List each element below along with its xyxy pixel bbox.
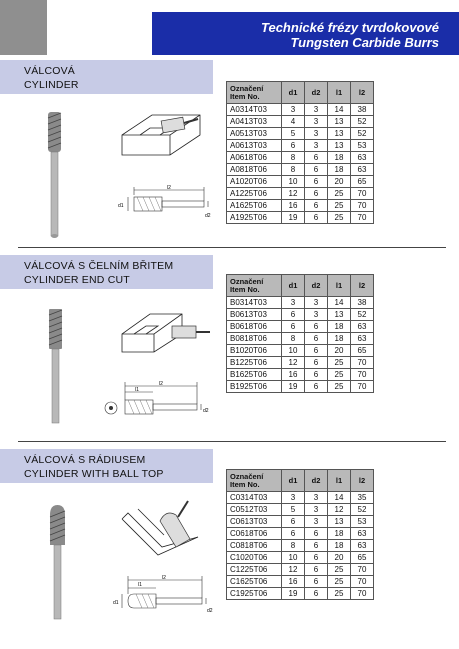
dimension-cell: 6 — [282, 516, 305, 528]
section-title-cz: VÁLCOVÁ — [24, 65, 76, 77]
dimension-cell: 70 — [351, 357, 374, 369]
cylinder-ball-top-dimension-drawing — [112, 570, 212, 620]
item-number-cell: A0818T06 — [227, 164, 282, 176]
dimension-cell: 14 — [328, 297, 351, 309]
item-number-cell: A0513T03 — [227, 128, 282, 140]
dimension-cell: 6 — [305, 164, 328, 176]
cylinder-ball-top-burr-image — [45, 505, 69, 623]
dimension-cell: 19 — [282, 588, 305, 600]
section-title-en: CYLINDER — [24, 79, 79, 91]
table-row — [227, 152, 374, 164]
dimension-cell: 25 — [328, 564, 351, 576]
section-title-cz: VÁLCOVÁ S RÁDIUSEM — [24, 454, 146, 466]
spec-table-cylinder-end-cut — [226, 274, 374, 393]
item-number-cell: C1625T06 — [227, 576, 282, 588]
table-row — [227, 504, 374, 516]
dimension-cell: 3 — [305, 116, 328, 128]
dimension-cell: 20 — [328, 552, 351, 564]
item-number-cell: A0314T03 — [227, 104, 282, 116]
dimension-cell: 6 — [305, 552, 328, 564]
dimension-cell: 18 — [328, 152, 351, 164]
dimension-cell: 25 — [328, 381, 351, 393]
dimension-cell: 6 — [305, 576, 328, 588]
dimension-cell: 6 — [305, 176, 328, 188]
table-row — [227, 104, 374, 116]
dimension-cell: 63 — [351, 164, 374, 176]
dimension-cell: 3 — [305, 104, 328, 116]
col-header-d2: d2 — [305, 275, 328, 297]
dimension-cell: 70 — [351, 381, 374, 393]
item-number-cell: B1625T06 — [227, 369, 282, 381]
section-title-en: CYLINDER WITH BALL TOP — [24, 468, 164, 480]
dimension-cell: 18 — [328, 321, 351, 333]
dimension-cell: 6 — [305, 321, 328, 333]
cylinder-ball-top-workpiece-diagram — [118, 499, 208, 559]
table-row — [227, 381, 374, 393]
table-row — [227, 369, 374, 381]
col-header-l2: l2 — [351, 470, 374, 492]
dim-label-d2: d2 — [207, 608, 213, 614]
table-row — [227, 188, 374, 200]
dimension-cell: 63 — [351, 321, 374, 333]
item-number-cell: B0818T06 — [227, 333, 282, 345]
dimension-cell: 63 — [351, 540, 374, 552]
dim-label-d2: d2 — [203, 408, 209, 414]
col-header-d1: d1 — [282, 470, 305, 492]
item-number-cell: C0618T06 — [227, 528, 282, 540]
dim-label-l1: l1 — [138, 582, 142, 588]
table-row — [227, 309, 374, 321]
header-title-cz: Technické frézy tvrdokovové — [261, 20, 439, 35]
cylinder-burr-image — [42, 112, 66, 242]
dimension-cell: 13 — [328, 140, 351, 152]
dimension-cell: 6 — [282, 321, 305, 333]
table-row — [227, 128, 374, 140]
dimension-cell: 25 — [328, 212, 351, 224]
table-row — [227, 345, 374, 357]
item-number-cell: A1020T06 — [227, 176, 282, 188]
dimension-cell: 65 — [351, 345, 374, 357]
dimension-cell: 6 — [305, 381, 328, 393]
dimension-cell: 20 — [328, 176, 351, 188]
dimension-cell: 70 — [351, 212, 374, 224]
dimension-cell: 19 — [282, 381, 305, 393]
item-number-cell: A1625T06 — [227, 200, 282, 212]
table-row — [227, 200, 374, 212]
table-row — [227, 140, 374, 152]
table-row — [227, 588, 374, 600]
col-header-d1: d1 — [282, 82, 305, 104]
col-header-l2: l2 — [351, 82, 374, 104]
dimension-cell: 52 — [351, 128, 374, 140]
dimension-cell: 16 — [282, 200, 305, 212]
col-header-item: Označení Item No. — [227, 470, 282, 492]
dimension-cell: 14 — [328, 492, 351, 504]
dimension-cell: 13 — [328, 516, 351, 528]
section-divider — [18, 441, 446, 442]
dimension-cell: 25 — [328, 588, 351, 600]
dimension-cell: 6 — [282, 140, 305, 152]
dimension-cell: 63 — [351, 528, 374, 540]
dimension-cell: 3 — [305, 297, 328, 309]
col-header-d2: d2 — [305, 82, 328, 104]
dimension-cell: 63 — [351, 152, 374, 164]
dimension-cell: 8 — [282, 152, 305, 164]
dimension-cell: 12 — [328, 504, 351, 516]
dimension-cell: 25 — [328, 200, 351, 212]
table-row — [227, 333, 374, 345]
dimension-cell: 10 — [282, 345, 305, 357]
cylinder-workpiece-diagram — [112, 105, 204, 160]
dimension-cell: 6 — [305, 345, 328, 357]
section-title-cylinder — [0, 60, 213, 94]
dimension-cell: 6 — [305, 200, 328, 212]
dim-label-d1: d1 — [113, 600, 119, 606]
dimension-cell: 18 — [328, 528, 351, 540]
item-number-cell: B1020T06 — [227, 345, 282, 357]
dim-label-l2: l2 — [167, 185, 171, 191]
spec-table-cylinder — [226, 81, 374, 224]
dimension-cell: 3 — [282, 104, 305, 116]
item-number-cell: C0818T06 — [227, 540, 282, 552]
dim-label-l2: l2 — [162, 575, 166, 581]
item-number-cell: B0618T06 — [227, 321, 282, 333]
dim-label-d1: d1 — [118, 203, 124, 209]
dimension-cell: 12 — [282, 188, 305, 200]
cylinder-dimension-drawing — [112, 183, 212, 228]
table-row — [227, 576, 374, 588]
dimension-cell: 3 — [305, 492, 328, 504]
dimension-cell: 16 — [282, 369, 305, 381]
dimension-cell: 6 — [305, 357, 328, 369]
dimension-cell: 65 — [351, 552, 374, 564]
item-number-cell: C1225T06 — [227, 564, 282, 576]
dimension-cell: 8 — [282, 540, 305, 552]
col-header-item: Označení Item No. — [227, 275, 282, 297]
dimension-cell: 53 — [351, 140, 374, 152]
section-title-cylinder-end-cut — [0, 255, 213, 289]
dimension-cell: 6 — [305, 540, 328, 552]
table-row — [227, 540, 374, 552]
dimension-cell: 35 — [351, 492, 374, 504]
dimension-cell: 13 — [328, 309, 351, 321]
dimension-cell: 6 — [282, 528, 305, 540]
dimension-cell: 52 — [351, 504, 374, 516]
dimension-cell: 13 — [328, 128, 351, 140]
section-divider — [18, 247, 446, 248]
dimension-cell: 12 — [282, 564, 305, 576]
dimension-cell: 3 — [282, 492, 305, 504]
dimension-cell: 5 — [282, 128, 305, 140]
item-number-cell: A0413T03 — [227, 116, 282, 128]
col-header-d2: d2 — [305, 470, 328, 492]
section-title-en: CYLINDER END CUT — [24, 274, 130, 286]
item-number-cell: B0613T03 — [227, 309, 282, 321]
dimension-cell: 8 — [282, 333, 305, 345]
dimension-cell: 4 — [282, 116, 305, 128]
dimension-cell: 6 — [305, 588, 328, 600]
dimension-cell: 18 — [328, 540, 351, 552]
dimension-cell: 5 — [282, 504, 305, 516]
table-row — [227, 564, 374, 576]
item-number-cell: A0613T03 — [227, 140, 282, 152]
item-number-cell: C1925T06 — [227, 588, 282, 600]
dimension-cell: 10 — [282, 176, 305, 188]
dimension-cell: 6 — [305, 369, 328, 381]
dim-label-l1: l1 — [135, 387, 139, 393]
dimension-cell: 20 — [328, 345, 351, 357]
table-row — [227, 321, 374, 333]
dimension-cell: 18 — [328, 333, 351, 345]
item-number-cell: C1020T06 — [227, 552, 282, 564]
dimension-cell: 13 — [328, 116, 351, 128]
cylinder-end-cut-burr-image — [43, 309, 67, 427]
dimension-cell: 6 — [282, 309, 305, 321]
dimension-cell: 3 — [305, 516, 328, 528]
section-title-cylinder-ball-top — [0, 449, 213, 483]
table-row — [227, 528, 374, 540]
item-number-cell: C0512T03 — [227, 504, 282, 516]
col-header-l1: l1 — [328, 470, 351, 492]
dimension-cell: 6 — [305, 188, 328, 200]
section-title-cz: VÁLCOVÁ S ČELNÍM BŘITEM — [24, 260, 174, 272]
dimension-cell: 3 — [305, 309, 328, 321]
item-number-cell: C0314T03 — [227, 492, 282, 504]
dimension-cell: 6 — [305, 333, 328, 345]
header-title-en: Tungsten Carbide Burrs — [290, 35, 439, 50]
dimension-cell: 6 — [305, 528, 328, 540]
col-header-d1: d1 — [282, 275, 305, 297]
spec-table-cylinder-ball-top — [226, 469, 374, 600]
item-number-cell: B1225T06 — [227, 357, 282, 369]
item-number-cell: A1225T06 — [227, 188, 282, 200]
corner-block — [0, 0, 47, 55]
table-row — [227, 492, 374, 504]
dimension-cell: 25 — [328, 357, 351, 369]
cylinder-end-cut-workpiece-diagram — [112, 302, 212, 357]
dimension-cell: 38 — [351, 297, 374, 309]
dimension-cell: 10 — [282, 552, 305, 564]
dimension-cell: 16 — [282, 576, 305, 588]
table-row — [227, 164, 374, 176]
item-number-cell: B0314T03 — [227, 297, 282, 309]
item-number-cell: A0618T06 — [227, 152, 282, 164]
col-header-item: Označení Item No. — [227, 82, 282, 104]
page-header — [152, 12, 459, 55]
col-header-l2: l2 — [351, 275, 374, 297]
cylinder-end-cut-dimension-drawing — [101, 378, 216, 423]
dimension-cell: 6 — [305, 212, 328, 224]
dimension-cell: 3 — [305, 128, 328, 140]
dimension-cell: 3 — [305, 140, 328, 152]
col-header-l1: l1 — [328, 82, 351, 104]
table-row — [227, 516, 374, 528]
dimension-cell: 70 — [351, 588, 374, 600]
table-row — [227, 116, 374, 128]
dimension-cell: 70 — [351, 200, 374, 212]
dim-label-l2: l2 — [159, 381, 163, 387]
dimension-cell: 70 — [351, 564, 374, 576]
item-number-cell: A1925T06 — [227, 212, 282, 224]
table-row — [227, 357, 374, 369]
dimension-cell: 63 — [351, 333, 374, 345]
dimension-cell: 52 — [351, 309, 374, 321]
dimension-cell: 65 — [351, 176, 374, 188]
dimension-cell: 25 — [328, 369, 351, 381]
dimension-cell: 38 — [351, 104, 374, 116]
table-row — [227, 552, 374, 564]
dimension-cell: 19 — [282, 212, 305, 224]
table-row — [227, 176, 374, 188]
dimension-cell: 14 — [328, 104, 351, 116]
dim-label-d2: d2 — [205, 213, 211, 219]
dimension-cell: 8 — [282, 164, 305, 176]
dimension-cell: 6 — [305, 152, 328, 164]
dimension-cell: 53 — [351, 516, 374, 528]
col-header-l1: l1 — [328, 275, 351, 297]
dimension-cell: 70 — [351, 576, 374, 588]
item-number-cell: C0613T03 — [227, 516, 282, 528]
dimension-cell: 52 — [351, 116, 374, 128]
dimension-cell: 12 — [282, 357, 305, 369]
table-row — [227, 297, 374, 309]
item-number-cell: B1925T06 — [227, 381, 282, 393]
table-row — [227, 212, 374, 224]
dimension-cell: 3 — [282, 297, 305, 309]
dimension-cell: 18 — [328, 164, 351, 176]
dimension-cell: 3 — [305, 504, 328, 516]
dimension-cell: 70 — [351, 188, 374, 200]
dimension-cell: 25 — [328, 576, 351, 588]
dimension-cell: 25 — [328, 188, 351, 200]
dimension-cell: 70 — [351, 369, 374, 381]
dimension-cell: 6 — [305, 564, 328, 576]
